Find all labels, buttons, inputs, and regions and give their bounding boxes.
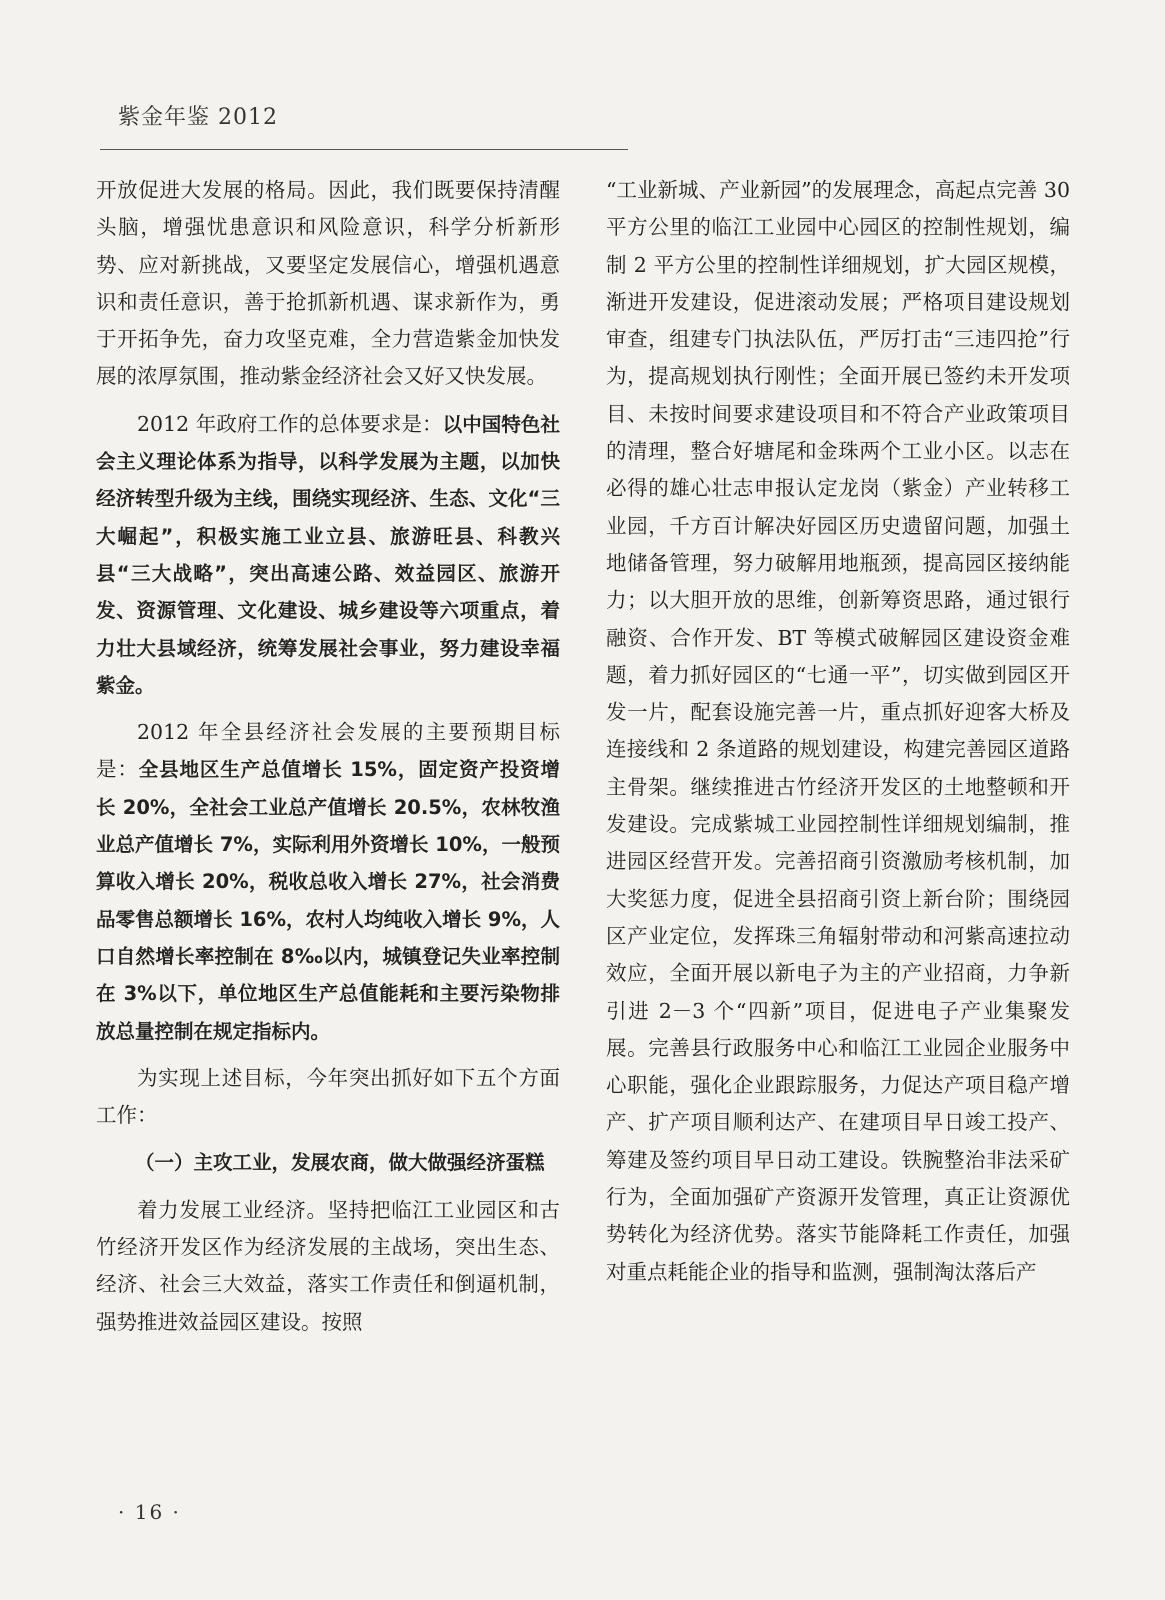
left-paragraph-5: 着力发展工业经济。坚持把临江工业园区和古竹经济开发区作为经济发展的主战场，突出生态、经济、社会三大效益，落实工作责任和倒逼机制，强势推进效益园区建设。按照 <box>96 1197 560 1334</box>
targets-text: 全县地区生产总值增长 15%，固定资产投资增长 20%，全社会工业总产值增长 20.5%，农林牧渔业总产值增长 7%，实际利用外资增长 10%，一般预算收入增长 20%，税收总收入增长 27%，社会消费品零售总额增长 16%，农村人均纯收入增长 9%，人口自然增长率控制在 8‰以内，城镇登记失业率控制在 3%以下，单位地区生产总值能耗和主要污染物排放总量控制在规定指标内。 <box>96 758 560 1043</box>
header-rule <box>100 149 628 150</box>
page-number: · 16 · <box>118 1500 181 1524</box>
left-paragraph-2 <box>96 406 560 704</box>
left-column <box>96 172 560 1341</box>
running-header: 紫金年鉴 2012 <box>118 105 278 130</box>
left-paragraph-1: 开放促进大发展的格局。因此，我们既要保持清醒头脑，增强忧患意识和风险意识，科学分析新形势、应对新挑战，又要坚定发展信心，增强机遇意识和责任意识，善于抢抓新机遇、谋求新作为，勇于开拓争先，奋力攻坚克难，全力营造紫金加快发展的浓厚氛围，推动紫金经济社会又好又快发展。 <box>96 178 560 389</box>
section-heading: （一）主攻工业，发展农商，做大做强经济蛋糕 <box>135 1151 545 1175</box>
left-paragraph-3 <box>96 714 560 1050</box>
targets-lead: 2012 年全县经济社会发展的主要预期目标是： <box>96 720 560 782</box>
right-paragraph-1: “工业新城、产业新园”的发展理念，高起点完善 30 平方公里的临江工业园中心园区的控制性规划，编制 2 平方公里的控制性详细规划，扩大园区规模，渐进开发建设，促进滚动发展；严格项目建设规划审查，组建专门执法队伍，严厉打击“三违四抢”行为，提高规划执行刚性；全面开展已签约未开发项目、未按时间要求建设项目和不符合产业政策项目的清理，整合好塘尾和金珠两个工业小区。以志在必得的雄心壮志申报认定龙岗（紫金）产业转移工业园，千方百计解决好园区历史遗留问题，加强土地储备管理，努力破解用地瓶颈，提高园区接纳能力；以大胆开放的思维，创新筹资思路，通过银行融资、合作开发、BT 等模式破解园区建设资金难题，着力抓好园区的“七通一平”，切实做到园区开发一片，配套设施完善一片，重点抓好迎客大桥及连接线和 2 条道路的规划建设，构建完善园区道路主骨架。继续推进古竹经济开发区的土地整顿和开发建设。完成紫城工业园控制性详细规划编制，推进园区经营开发。完善招商引资激励考核机制，加大奖惩力度，促进全县招商引资上新台阶；围绕园区产业定位，发挥珠三角辐射带动和河紫高速拉动效应，全面开展以新电子为主的产业招商，力争新引进 2－3 个“四新”项目，促进电子产业集聚发展。完善县行政服务中心和临江工业园企业服务中心职能，强化企业跟踪服务，力促达产项目稳产增产、扩产项目顺利达产、在建项目早日竣工投产、筹建及签约项目早日动工建设。铁腕整治非法采矿行为，全面加强矿产资源开发管理，真正让资源优势转化为经济优势。落实节能降耗工作责任，加强对重点耗能企业的指导和监测，强制淘汰落后产 <box>606 178 1070 1284</box>
right-column <box>606 172 1070 1291</box>
left-paragraph-4: 为实现上述目标，今年突出抓好如下五个方面工作： <box>96 1065 560 1128</box>
general-requirement-lead: 2012 年政府工作的总体要求是： <box>137 411 443 436</box>
general-requirement-text: 以中国特色社会主义理论体系为指导，以科学发展为主题，以加快经济转型升级为主线，围绕实现经济、生态、文化“三大崛起”，积极实施工业立县、旅游旺县、科教兴县“三大战略”，突出高速公路、效益园区、旅游开发、资源管理、文化建设、城乡建设等六项重点，着力壮大县域经济，统筹发展社会事业，努力建设幸福紫金。 <box>96 412 560 697</box>
